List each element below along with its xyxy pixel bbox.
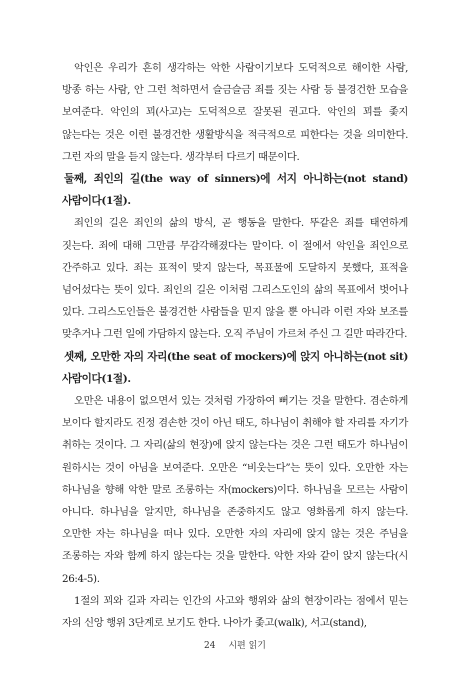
- page-body: [62, 57, 408, 634]
- paragraph-wicked-counsel: 악인은 우리가 흔히 생각하는 악한 사람이기보다 도덕적으로 해이한 사람, 방종 하는 사람, 안 그런 척하면서 슬금슬금 죄를 짓는 사람 등 불경건한 모습을 보여준다. 악인의 꾀(사고)는 도덕적으로 잘못된 권고다. 악인의 꾀를 좇지 않는다는 것은 이런 불경건한 생활방식을 적극적으로 피한다는 것을 의미한다. 그런 자의 말을 듣지 않는다. 생각부터 다르기 때문이다.: [62, 62, 408, 163]
- paragraph-three-stages: 1절의 꾀와 길과 자리는 인간의 사고와 행위와 삶의 현장이라는 점에서 믿는 자의 신앙 행위 3단계로 보기도 한다. 나아가 좇고(walk), 서고(stand),: [62, 594, 408, 630]
- page-number: 24: [204, 641, 216, 651]
- paragraph-way-of-sinners: 죄인의 길은 죄인의 삶의 방식, 곧 행동을 말한다. 뚜같은 죄를 태연하게 짓는다. 죄에 대해 그만큼 무감각해졌다는 말이다. 이 절에서 악인을 죄인으로 간주하고 있다. 죄는 표적이 맞지 않는다, 목표물에 도달하지 못했다, 표적을 넘어섰다는 뜻이 있다. 죄인의 길은 이처럼 그리스도인의 삶의 목표에서 벗어나 있다. 그리스도인들은 불경건한 사람들을 믿지 않을 뿐 아니라 이런 자와 보조를 맞추거나 그런 일에 가담하지 않는다. 오직 주님이 가르쳐 주신 그 길만 따라간다.: [62, 217, 408, 341]
- running-title: 시편 읽기: [228, 641, 266, 651]
- heading-way-of-sinners: 둘째, 죄인의 길(the way of sinners)에 서지 아니하는(not stand) 사람이다(1절).: [62, 173, 408, 208]
- heading-seat-of-mockers: 셋째, 오만한 자의 자리(the seat of mockers)에 앉지 아니하는(not sit) 사람이다(1절).: [62, 350, 408, 385]
- paragraph-seat-of-mockers: 오만은 내용이 없으면서 있는 것처럼 가장하여 뻐기는 것을 말한다. 겸손하게 보이다 할지라도 진정 겸손한 것이 아닌 태도, 하나님이 취해야 할 자리를 자기가 취하는 것이다. 그 자리(삶의 현장)에 앉지 않는다는 것은 그런 태도가 하나님이 원하시는 것이 아님을 보여준다. 오만은 “비웃는다”는 뜻이 있다. 오만한 자는 하나님을 향해 악한 말로 조롱하는 자(mockers)이다. 하나님을 모르는 사람이 아니다. 하나님을 알지만, 하나님을 존중하지도 않고 영화롭게 하지 않는다. 오만한 자는 하나님을 떠나 있다. 오만한 자의 자리에 앉지 않는 것은 주님을 조롱하는 자와 함께 하지 않는다는 것을 말한다. 악한 자와 같이 앉지 않는다(시 26:4-5).: [62, 395, 408, 585]
- page-footer: [0, 638, 470, 651]
